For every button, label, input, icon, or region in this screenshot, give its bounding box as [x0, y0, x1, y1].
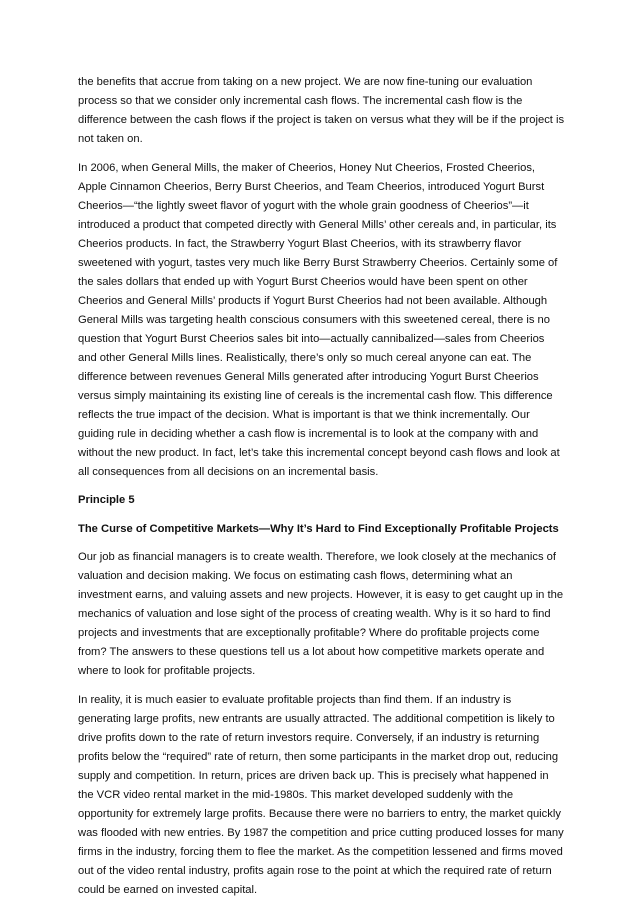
- principle-title: The Curse of Competitive Markets—Why It’s Hard to Find Exceptionally Profitable Projects: [78, 522, 559, 535]
- paragraph-financial-managers: Our job as financial managers is to create wealth. Therefore, we look closely at the mechanics of valuation and decision making. We focus on estimating cash flows, determining what an investment earns, and valuing assets and new projects. However, it is easy to get caught up in the mechanics of valuation and lose sight of the process of creating wealth. Why is it so hard to find projects and investments that are exceptionally profitable? Where do profitable projects come from? The answers to these questions tell us a lot about how competitive markets operate and where to look for profitable projects.: [78, 551, 564, 677]
- paragraph-incremental-cash-flow: the benefits that accrue from taking on a new project. We are now fine-tuning our evaluation process so that we consider only incremental cash flows. The incremental cash flow is the difference between the cash flows if the project is taken on versus what they will be if the project is not taken on.: [78, 76, 565, 145]
- principle-label: Principle 5: [78, 494, 135, 506]
- paragraph-general-mills-example: In 2006, when General Mills, the maker of Cheerios, Honey Nut Cheerios, Frosted Cheerios, Apple Cinnamon Cheerios, Berry Burst Cheerios, and Team Cheerios, introduced Yogurt Burst Cheerios—“the lightly sweet flavor of yogurt with the whole grain goodness of Cheerios”—it introduced a product that competed directly with General Mills’ other cereals and, in particular, its Cheerios products. In fact, the Strawberry Yogurt Blast Cheerios, with its strawberry flavor sweetened with yogurt, tastes very much like Berry Burst Strawberry Cheerios. Certainly some of the sales dollars that ended up with Yogurt Burst Cheerios would have been spent on other Cheerios and General Mills’ products if Yogurt Burst Cheerios had not been available. Although General Mills was targeting health conscious consumers with this sweetened cereal, there is no question that Yogurt Burst Cheerios sales bit into—actually cannibalized—sales from Cheerios and other General Mills lines. Realistically, there’s only so much cereal anyone can eat. The difference between revenues General Mills generated after introducing Yogurt Burst Cheerios versus simply maintaining its existing line of cereals is the incremental cash flow. This difference reflects the true impact of the decision. What is important is that we think incrementally. Our guiding rule in deciding whether a cash flow is incremental is to look at the company with and without the new product. In fact, let’s take this incremental concept beyond cash flows and look at all consequences from all decisions on an incremental basis.: [78, 161, 560, 478]
- document-page: [78, 73, 566, 909]
- paragraph-competitive-markets: In reality, it is much easier to evaluate profitable projects than find them. If an industry is generating large profits, new entrants are usually attracted. The additional competition is likely to drive profits down to the rate of return investors require. Conversely, if an industry is returning profits below the “required” rate of return, then some participants in the market drop out, reducing supply and competition. In return, prices are driven back up. This is precisely what happened in the VCR video rental market in the mid-1980s. This market developed suddenly with the opportunity for extremely large profits. Because there were no barriers to entry, the market quickly was flooded with new entries. By 1987 the competition and price cutting produced losses for many firms in the industry, forcing them to flee the market. As the competition lessened and firms moved out of the video rental industry, profits again rose to the point at which the required rate of return could be earned on invested capital.: [78, 693, 564, 896]
